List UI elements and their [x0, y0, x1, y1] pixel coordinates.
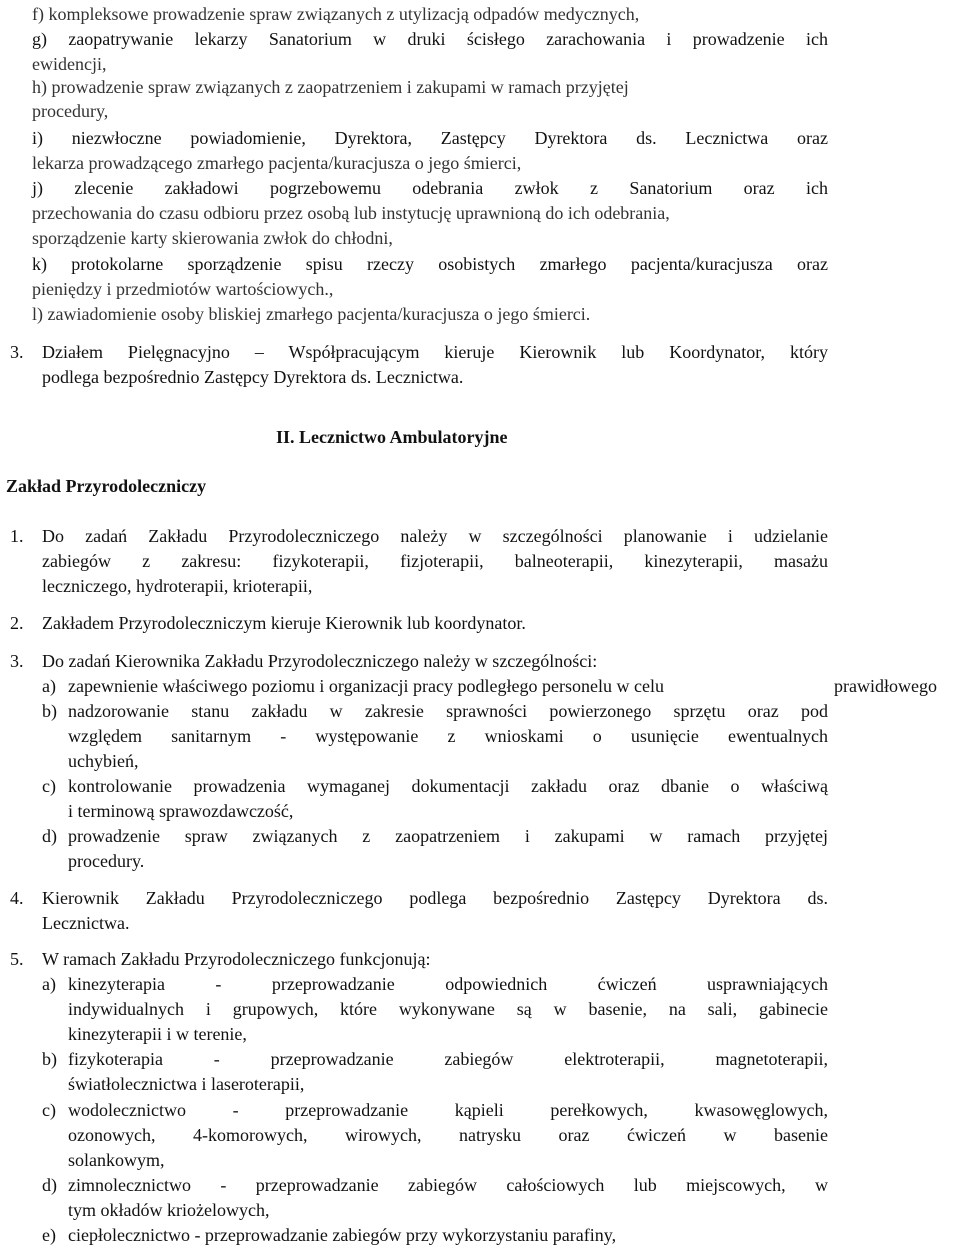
zp-3d-text-cont: procedury.	[68, 851, 145, 871]
zp-item-5-text: W ramach Zakładu Przyrodoleczniczego funkcjonują:	[42, 949, 431, 969]
item-3-text-cont: podlega bezpośrednio Zastępcy Dyrektora ds. Lecznictwa.	[42, 367, 464, 387]
list-item-h: h) prowadzenie spraw związanych z zaopatrzeniem i zakupami w ramach przyjętej	[32, 77, 629, 97]
zp-5c-label: c)	[42, 1100, 56, 1120]
list-item-i-cont: lekarza prowadzącego zmarłego pacjenta/kuracjusza o jego śmierci,	[32, 153, 522, 173]
list-item-j-cont: przechowania do czasu odbioru przez osobą lub instytucję uprawnioną do ich odebrania,	[32, 203, 670, 223]
zp-5d-label: d)	[42, 1175, 57, 1195]
zp-item-5-number: 5.	[10, 949, 24, 969]
zp-3c-text-cont: i terminową sprawozdawczość,	[68, 801, 294, 821]
zp-3c-label: c)	[42, 776, 56, 796]
item-3-text: Działem Pielęgnacyjno – Współpracującym kieruje Kierownik lub Koordynator, który	[42, 342, 828, 362]
zp-5d-text: zimnolecznictwo - przeprowadzanie zabiegów całościowych lub miejscowych, w	[68, 1175, 828, 1195]
zp-item-4-text-cont: Lecznictwa.	[42, 913, 130, 933]
zp-item-3-number: 3.	[10, 651, 24, 671]
zp-item-4-number: 4.	[10, 888, 24, 908]
zp-item-1-text-cont2: leczniczego, hydroterapii, krioterapii,	[42, 576, 313, 596]
list-item-h-cont: procedury,	[32, 101, 109, 121]
zp-3b-text-cont2: uchybień,	[68, 751, 139, 771]
zp-5a-text-cont2: kinezyterapii i w terenie,	[68, 1024, 247, 1044]
zp-item-1-number: 1.	[10, 526, 24, 546]
subsection-heading: Zakład Przyrodoleczniczy	[6, 476, 207, 496]
zp-3d-text: prowadzenie spraw związanych z zaopatrzeniem i zakupami w ramach przyjętej	[68, 826, 828, 846]
list-item-i: i) niezwłoczne powiadomienie, Dyrektora, Zastępcy Dyrektora ds. Lecznictwa oraz	[32, 128, 828, 148]
zp-5b-label: b)	[42, 1049, 57, 1069]
list-item-g-cont: ewidencji,	[32, 54, 107, 74]
zp-5b-text: fizykoterapia - przeprowadzanie zabiegów elektroterapii, magnetoterapii,	[68, 1049, 828, 1069]
zp-5b-text-cont: światłolecznictwa i laseroterapii,	[68, 1074, 305, 1094]
zp-3c-text: kontrolowanie prowadzenia wymaganej dokumentacji zakładu oraz dbanie o właściwą	[68, 776, 828, 796]
section-heading: II. Lecznictwo Ambulatoryjne	[276, 427, 508, 447]
zp-item-4-text: Kierownik Zakładu Przyrodoleczniczego podlega bezpośrednio Zastępcy Dyrektora ds.	[42, 888, 828, 908]
zp-3a-label: a)	[42, 676, 56, 696]
zp-5c-text-cont2: solankowym,	[68, 1150, 165, 1170]
zp-3a-tail: prawidłowego	[834, 676, 937, 696]
zp-5c-text-cont: ozonowych, 4-komorowych, wirowych, natrysku oraz ćwiczeń w basenie	[68, 1125, 828, 1145]
list-item-j: j) zlecenie zakładowi pogrzebowemu odebrania zwłok z Sanatorium oraz ich	[32, 178, 828, 198]
list-item-f: f) kompleksowe prowadzenie spraw związanych z utylizacją odpadów medycznych,	[32, 4, 640, 24]
zp-5e-text: ciepłolecznictwo - przeprowadzanie zabiegów przy wykorzystaniu parafiny,	[68, 1225, 617, 1245]
zp-5e-label: e)	[42, 1225, 56, 1245]
zp-item-1-text: Do zadań Zakładu Przyrodoleczniczego należy w szczególności planowanie i udzielanie	[42, 526, 828, 546]
list-item-k-cont: pieniędzy i przedmiotów wartościowych.,	[32, 279, 334, 299]
zp-5a-label: a)	[42, 974, 56, 994]
item-3-number: 3.	[10, 342, 24, 362]
list-item-k: k) protokolarne sporządzenie spisu rzeczy osobistych zmarłego pacjenta/kuracjusza oraz	[32, 254, 828, 274]
zp-5a-text: kinezyterapia - przeprowadzanie odpowiednich ćwiczeń usprawniających	[68, 974, 828, 994]
list-item-l: l) zawiadomienie osoby bliskiej zmarłego pacjenta/kuracjusza o jego śmierci.	[32, 304, 591, 324]
zp-item-1-text-cont: zabiegów z zakresu: fizykoterapii, fizjoterapii, balneoterapii, kinezyterapii, masażu	[42, 551, 828, 571]
zp-3b-label: b)	[42, 701, 57, 721]
zp-5a-text-cont: indywidualnych i grupowych, które wykonywane są w basenie, na sali, gabinecie	[68, 999, 828, 1019]
zp-3a-text: zapewnienie właściwego poziomu i organizacji pracy podległego personelu w celu	[68, 676, 664, 696]
zp-item-2-number: 2.	[10, 613, 24, 633]
zp-item-3-text: Do zadań Kierownika Zakładu Przyrodoleczniczego należy w szczególności:	[42, 651, 598, 671]
list-item-g: g) zaopatrywanie lekarzy Sanatorium w druki ścisłego zarachowania i prowadzenie ich	[32, 29, 828, 49]
zp-item-2-text: Zakładem Przyrodoleczniczym kieruje Kierownik lub koordynator.	[42, 613, 526, 633]
zp-5c-text: wodolecznictwo - przeprowadzanie kąpieli perełkowych, kwasowęglowych,	[68, 1100, 828, 1120]
zp-3b-text: nadzorowanie stanu zakładu w zakresie sprawności powierzonego sprzętu oraz pod	[68, 701, 828, 721]
list-item-j-cont2: sporządzenie karty skierowania zwłok do chłodni,	[32, 228, 393, 248]
zp-3b-text-cont: względem sanitarnym - występowanie z wnioskami o usunięcie ewentualnych	[68, 726, 828, 746]
zp-5d-text-cont: tym okładów kriożelowych,	[68, 1200, 270, 1220]
zp-3d-label: d)	[42, 826, 57, 846]
